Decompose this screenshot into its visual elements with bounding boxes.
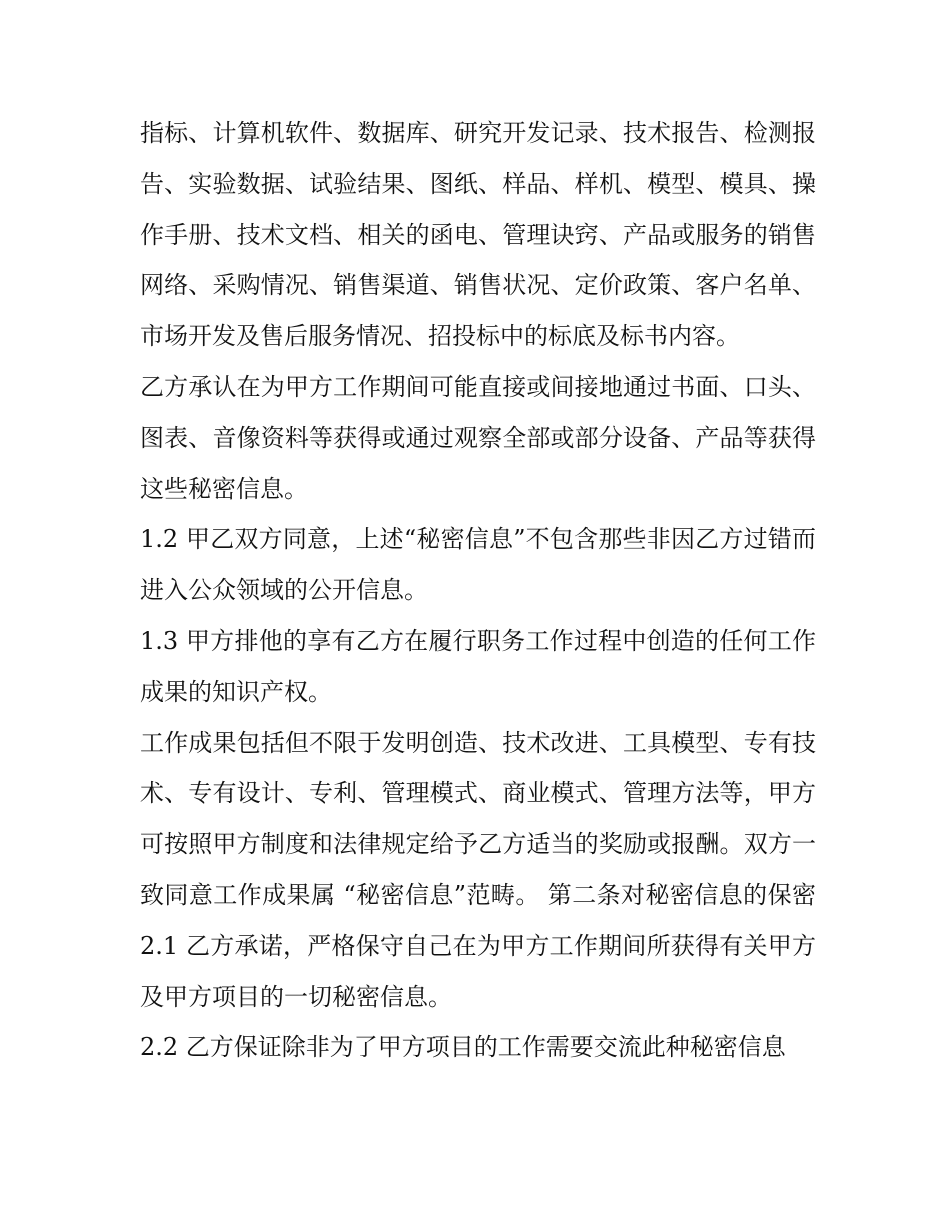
document-body (140, 108, 816, 1073)
paragraph-confidential-info-scope: 指标、计算机软件、数据库、研究开发记录、技术报告、检测报告、实验数据、试验结果、图纸、样品、样机、模型、模具、操作手册、技术文档、相关的函电、管理诀窍、产品或服务的销售网络、采购情况、销售渠道、销售状况、定价政策、客户名单、市场开发及售后服务情况、招投标中的标底及标书内容。 (140, 119, 816, 351)
paragraph-clause-2-2: 2.2 乙方保证除非为了甲方项目的工作需要交流此种秘密信息 (140, 1033, 786, 1062)
paragraph-work-results: 工作成果包括但不限于发明创造、技术改进、工具模型、专有技术、专有设计、专利、管理模式、商业模式、管理方法等，甲方可按照甲方制度和法律规定给予乙方适当的奖励或报酬。双方一致同意工作成果属 “秘密信息”范畴。 第二条对秘密信息的保密 2.1 乙方承诺，严格保守自己在为甲方工作期间所获得有关甲方及甲方项目的一切秘密信息。 (140, 728, 816, 1011)
paragraph-acknowledgement: 乙方承认在为甲方工作期间可能直接或间接地通过书面、口头、图表、音像资料等获得或通过观察全部或部分设备、产品等获得这些秘密信息。 (140, 372, 816, 503)
paragraph-clause-1-3: 1.3 甲方排他的享有乙方在履行职务工作过程中创造的任何工作成果的知识产权。 (140, 626, 816, 706)
paragraph-clause-1-2: 1.2 甲乙双方同意，上述“秘密信息”不包含那些非因乙方过错而进入公众领域的公开信息。 (140, 525, 816, 605)
